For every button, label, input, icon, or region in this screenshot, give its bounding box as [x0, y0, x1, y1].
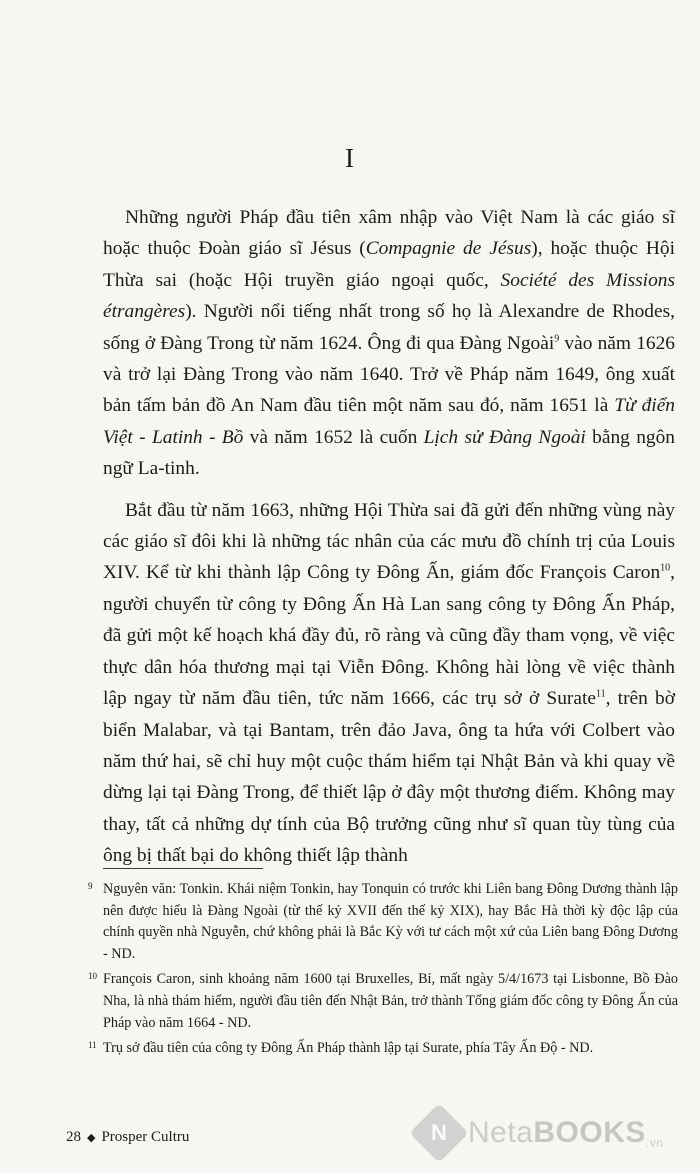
footnote — [88, 1038, 678, 1060]
running-author: Prosper Cultru — [101, 1129, 190, 1145]
footnote-text: Nguyên văn: Tonkin. Khái niệm Tonkin, hay Tonquin có trước khi Liên bang Đông Dương thành lập nên được hiểu là Đàng Ngoài (từ thế kỷ XVII đến thế kỷ XIX), hay Bắc Hà thời kỳ độc lập của chính quyền nhà Nguyễn, chứ không phải là Bắc Kỳ với tư cách một xứ của Liên bang Đông Dương - ND. — [103, 881, 678, 962]
chapter-heading: I — [345, 143, 355, 173]
footnote-number: 9 — [88, 881, 93, 891]
body-text — [103, 202, 675, 872]
text-run: vào năm 1626 và trở lại Đàng Trong vào năm 1640. Trở về Pháp năm 1649, ông xuất bản tấm bản đồ An Nam đầu tiên một năm sau đó, năm 1651 là — [103, 332, 675, 417]
footnote-number: 10 — [88, 971, 97, 982]
logo-letter: N — [431, 1119, 447, 1145]
footnote-ref: 9 — [554, 333, 560, 345]
netabooks-logo-icon — [409, 1103, 468, 1162]
italic-term: Compagnie de Jésus — [365, 238, 532, 260]
text-run: Bắt đầu từ năm 1663, những Hội Thừa sai đã gửi đến những vùng này các giáo sĩ đôi khi là những tác nhân của các mưu đồ chính trị của Louis XIV. Kể từ khi thành lập Công ty Đông Ấn, giám đốc François Caron — [103, 499, 675, 584]
italic-title: Lịch sử Đàng Ngoài — [423, 426, 586, 448]
footnotes — [88, 879, 678, 1064]
footnote — [88, 879, 678, 965]
footnote-text: François Caron, sinh khoảng năm 1600 tại Bruxelles, Bỉ, mất ngày 5/4/1673 tại Lisbonne, Bồ Đào Nha, là nhà thám hiểm, người đầu tiên đến Nhật Bản, trở thành Tổng giám đốc công ty Đông Ấn của Pháp vào năm 1664 - ND. — [103, 971, 678, 1031]
page-footer — [66, 1129, 189, 1146]
watermark — [418, 1103, 663, 1163]
text-run: Những người Pháp đầu tiên xâm nhập vào Việt Nam là các giáo sĩ hoặc thuộc Đoàn giáo sĩ Jésus ( — [103, 207, 675, 260]
brand-regular: Neta — [468, 1116, 534, 1149]
footnote-ref: 10 — [660, 563, 671, 574]
text-run: và năm 1652 là cuốn — [243, 426, 424, 448]
paragraph-2 — [103, 495, 675, 872]
text-run: , trên bờ biển Malabar, và tại Bantam, trên đảo Java, ông ta hứa với Colbert vào năm thứ hai, sẽ chỉ huy một cuộc thám hiểm tại Nhật Bản và khi quay về dừng lại tại Đàng Trong, để thiết lập ở đây một thương điếm. Không may thay, tất cả những dự tính của Bộ trưởng cũng như sĩ quan tùy tùng của ông bị thất bại do không thiết lập thành — [103, 688, 676, 867]
italic-title: Từ điển Việt - Latinh - Bồ — [103, 395, 676, 448]
footnote-ref: 11 — [595, 688, 606, 700]
brand-tld: .vn — [645, 1136, 664, 1150]
diamond-icon: ◆ — [87, 1132, 96, 1144]
footnote-divider — [103, 868, 263, 869]
page-number: 28 — [66, 1129, 81, 1145]
text-run: ), hoặc thuộc Hội Thừa sai (hoặc Hội truyền giáo ngoại quốc, — [103, 238, 675, 291]
paragraph-1 — [103, 202, 675, 485]
text-run: bằng ngôn ngữ La-tinh. — [103, 426, 676, 480]
watermark-brand — [468, 1116, 663, 1150]
footnote — [88, 969, 678, 1034]
footnote-number: 11 — [88, 1040, 97, 1051]
text-run: ). Người nổi tiếng nhất trong số họ là Alexandre de Rhodes, sống ở Đàng Trong từ năm 1624. Ông đi qua Đàng Ngoài — [103, 301, 675, 354]
text-run: , người chuyển từ công ty Đông Ấn Hà Lan sang công ty Đông Ấn Pháp, đã gửi một kế hoạch khá đầy đủ, rõ ràng và cũng đầy tham vọng, về việc thực dân hóa thương mại tại Viễn Đông. Không hài lòng về việc thành lập ngay từ năm đầu tiên, tức năm 1666, các trụ sở ở Surate — [103, 562, 675, 710]
footnote-text: Trụ sở đầu tiên của công ty Đông Ấn Pháp thành lập tại Surate, phía Tây Ấn Độ - ND. — [103, 1040, 594, 1057]
italic-term: Société des Missions étrangères — [103, 269, 675, 323]
brand-bold: BOOKS — [533, 1116, 646, 1149]
